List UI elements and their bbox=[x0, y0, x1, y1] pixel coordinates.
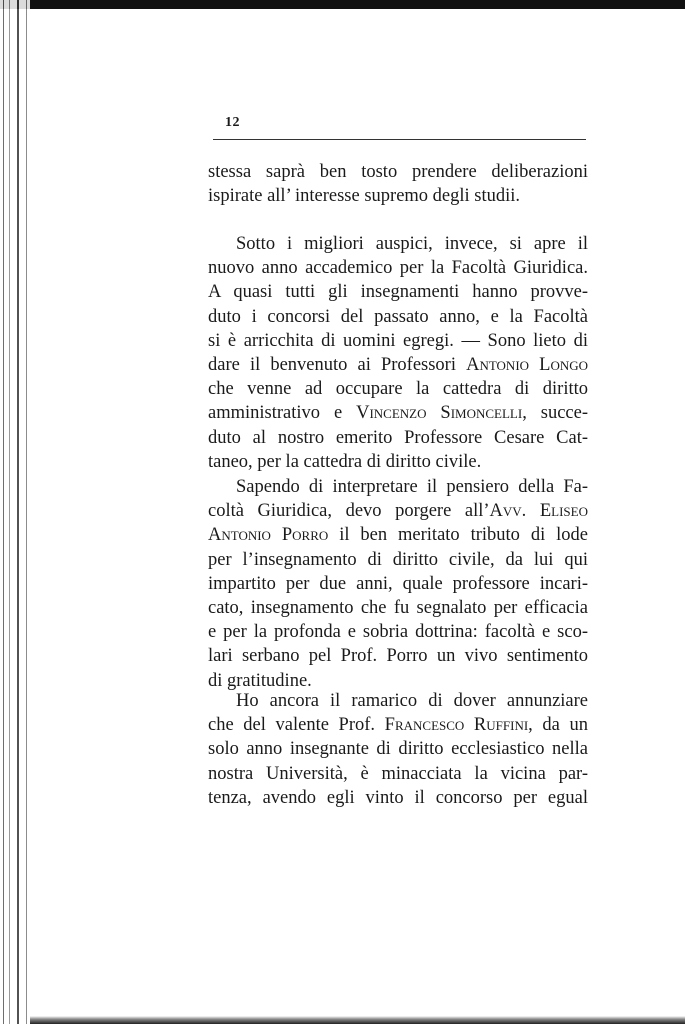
text-line: per l’insegnamento di diritto civile, da lui qui bbox=[208, 549, 588, 570]
text-line: di gratitudine. bbox=[208, 670, 312, 691]
text-line: stessa saprà ben tosto prendere deliberazioni bbox=[208, 162, 588, 182]
scan-bottom-edge bbox=[30, 1016, 685, 1024]
text-line: tenza, avendo egli vinto il concorso per egual bbox=[208, 787, 588, 808]
text-line: e per la profonda e sobria dottrina: facoltà e sco- bbox=[208, 622, 588, 643]
text-line: A quasi tutti gli insegnamenti hanno provve- bbox=[208, 282, 588, 303]
scan-binding-edge bbox=[0, 0, 30, 1024]
text-line: nuovo anno accademico per la Facoltà Giuridica. bbox=[208, 258, 588, 279]
page-number: 12 bbox=[225, 115, 240, 130]
text-line: nostra Università, è minacciata la vicina par- bbox=[208, 763, 588, 784]
text-line: duto al nostro emerito Professore Cesare Cat- bbox=[208, 427, 588, 448]
text-line: che del valente Prof. Francesco Ruffini, da un bbox=[208, 715, 588, 736]
header-rule bbox=[213, 139, 586, 140]
text-line: Ho ancora il ramarico di dover annunziare bbox=[236, 691, 588, 711]
paragraph-4 bbox=[208, 689, 588, 810]
paragraph-2 bbox=[208, 232, 588, 474]
text-line: Sapendo di interpretare il pensiero della Fa- bbox=[236, 477, 588, 497]
text-line: duto i concorsi del passato anno, e la Facoltà bbox=[208, 306, 588, 327]
text-line: lari serbano pel Prof. Porro un vivo sentimento bbox=[208, 646, 588, 667]
text-line: solo anno insegnante di diritto ecclesiastico nella bbox=[208, 739, 588, 760]
paragraph-3 bbox=[208, 475, 588, 693]
text-line: impartito per due anni, quale professore incari- bbox=[208, 573, 588, 594]
text-line: Sotto i migliori auspici, invece, si apre il bbox=[236, 234, 588, 254]
text-line: dare il benvenuto ai Professori Antonio Longo bbox=[208, 355, 588, 376]
text-line: coltà Giuridica, devo porgere all’Avv. Eliseo bbox=[208, 501, 588, 522]
text-line: si è arricchita di uomini egregi. — Sono lieto di bbox=[208, 330, 588, 351]
paragraph-1 bbox=[208, 160, 588, 208]
text-line: taneo, per la cattedra di diritto civile. bbox=[208, 451, 482, 472]
text-line: amministrativo e Vincenzo Simoncelli, succe- bbox=[208, 403, 588, 424]
text-line: ispirate all’ interesse supremo degli studii. bbox=[208, 186, 521, 207]
scan-top-edge bbox=[0, 0, 685, 9]
text-line: Antonio Porro il ben meritato tributo di lode bbox=[208, 525, 588, 546]
text-line: che venne ad occupare la cattedra di diritto bbox=[208, 379, 588, 400]
text-line: cato, insegnamento che fu segnalato per efficacia bbox=[208, 598, 588, 619]
